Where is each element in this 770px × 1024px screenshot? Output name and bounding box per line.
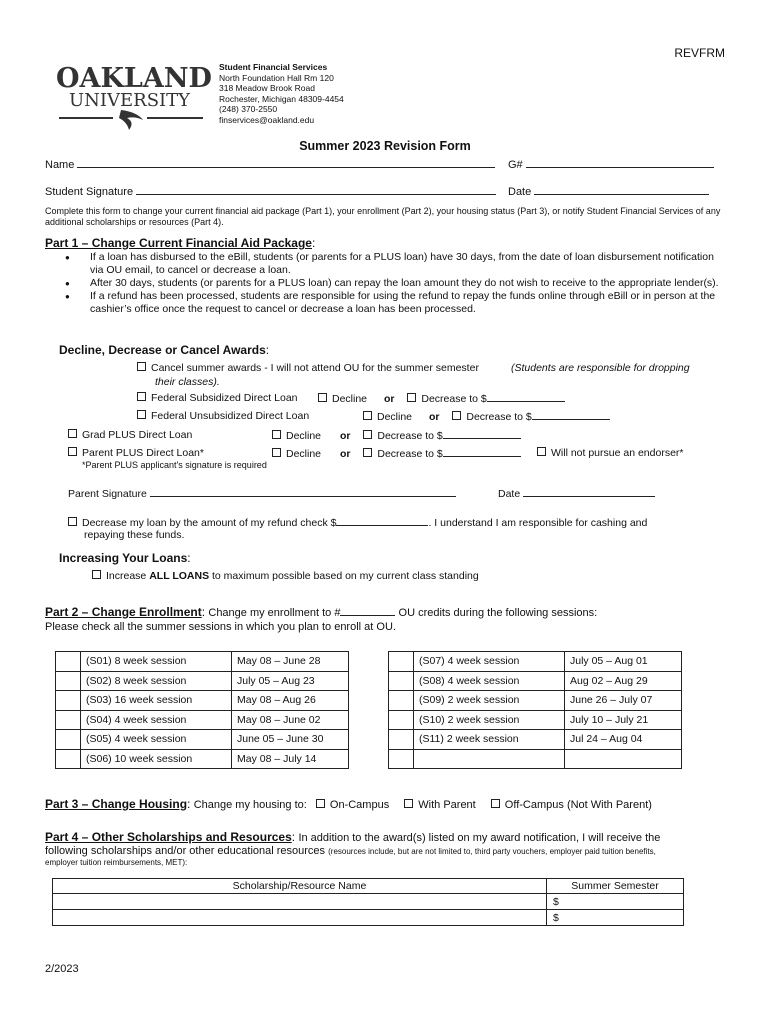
office-address-line1: North Foundation Hall Rm 120 xyxy=(219,72,334,83)
session-checkbox-cell[interactable] xyxy=(389,671,414,691)
decrease-label: Decrease to $ xyxy=(377,448,443,460)
decline-label: Decline xyxy=(286,430,322,442)
refund-label: Decrease my loan by the amount of my refund check $ xyxy=(82,517,337,529)
grad-plus-decline-checkbox[interactable] xyxy=(272,430,281,439)
subsidized-options xyxy=(318,392,565,405)
session-dates: May 08 – June 28 xyxy=(232,652,349,672)
part1-bullet: ● If a refund has been processed, students are responsible for using the refund to repay the funds online through eBill or in person at the cashier’s office once the request to cancel or decrease a loan has been processed. xyxy=(65,290,725,316)
decline-heading: Decline, Decrease or Cancel Awards xyxy=(59,343,266,357)
subsidized-row xyxy=(137,392,298,404)
session-name: (S01) 8 week session xyxy=(81,652,232,672)
part1-bullet: ● After 30 days, students (or parents for a PLUS loan) can repay the loan amount they do not wish to receive to the appropriate lender(s). xyxy=(65,277,725,290)
session-checkbox-cell[interactable] xyxy=(389,691,414,711)
session-name: (S05) 4 week session xyxy=(81,730,232,750)
session-dates xyxy=(565,749,682,769)
unsubsidized-label: Federal Unsubsidized Direct Loan xyxy=(151,410,310,422)
intro-text: Complete this form to change your current financial aid package (Part 1), your enrollment (Part 2), your housing status (Part 3), or notify Student Financial Services of any additional scholarships or resources (Part 4). xyxy=(45,206,721,227)
refund-label-3: repaying these funds. xyxy=(84,529,185,541)
session-row xyxy=(389,691,682,711)
form-title: Summer 2023 Revision Form xyxy=(299,139,471,153)
session-name: (S02) 8 week session xyxy=(81,671,232,691)
part1-heading-row: Part 1 – Change Current Financial Aid Package: xyxy=(45,236,316,250)
decline-label: Decline xyxy=(332,393,368,405)
on-campus-label: On-Campus xyxy=(329,799,390,811)
session-row xyxy=(389,730,682,750)
session-dates: Aug 02 – Aug 29 xyxy=(565,671,682,691)
or-label: or xyxy=(339,448,351,460)
part3-heading: Part 3 – Change Housing xyxy=(45,797,188,811)
not-pursue-label: Will not pursue an endorser* xyxy=(551,447,684,459)
session-name: (S07) 4 week session xyxy=(414,652,565,672)
cancel-summer-checkbox[interactable] xyxy=(137,362,146,371)
part2-heading-row: Part 2 – Change Enrollment: Change my enrollment to # OU credits during the following sessions: xyxy=(45,605,598,619)
decline-label: Decline xyxy=(377,411,413,423)
logo-text-oakland: OAKLAND xyxy=(56,63,212,94)
decrease-label: Decrease to $ xyxy=(377,430,443,442)
refund-amount-field[interactable] xyxy=(336,516,428,526)
resource-name-cell[interactable] xyxy=(53,894,547,910)
session-dates: May 08 – Aug 26 xyxy=(232,691,349,711)
session-name: (S04) 4 week session xyxy=(81,710,232,730)
session-name: (S03) 16 week session xyxy=(81,691,232,711)
session-dates: May 08 – June 02 xyxy=(232,710,349,730)
session-row xyxy=(56,671,349,691)
part2-text-2: OU credits during the following sessions: xyxy=(395,607,598,619)
or-label: or xyxy=(339,430,351,442)
session-name: (S11) 2 week session xyxy=(414,730,565,750)
part4-heading: Part 4 – Other Scholarships and Resources xyxy=(45,830,292,844)
summer-semester-header: Summer Semester xyxy=(547,879,684,894)
date-field[interactable] xyxy=(534,185,709,195)
parent-plus-options xyxy=(272,447,521,460)
session-row xyxy=(56,749,349,769)
session-checkbox-cell[interactable] xyxy=(389,730,414,750)
session-name: (S09) 2 week session xyxy=(414,691,565,711)
session-row xyxy=(389,652,682,672)
decrease-label: Decrease to $ xyxy=(421,393,487,405)
part4-line2 xyxy=(45,845,656,857)
session-checkbox-cell[interactable] xyxy=(56,652,81,672)
parent-date-row xyxy=(498,487,655,500)
session-checkbox-cell[interactable] xyxy=(56,730,81,750)
oakland-university-logo xyxy=(55,60,225,132)
summer-amount-cell[interactable]: $ xyxy=(547,894,684,910)
parent-date-label: Date xyxy=(498,488,521,500)
subsidized-checkbox[interactable] xyxy=(137,392,146,401)
date-row xyxy=(508,185,709,198)
refund-label-2: . I understand I am responsible for cashing and xyxy=(428,517,648,529)
session-dates: Jul 24 – Aug 04 xyxy=(565,730,682,750)
session-row xyxy=(389,671,682,691)
parent-signature-field[interactable] xyxy=(150,487,456,497)
part4-text-2: following scholarships and/or other educational resources xyxy=(45,845,326,857)
session-checkbox-cell[interactable] xyxy=(389,710,414,730)
resource-name-header: Scholarship/Resource Name xyxy=(53,879,547,894)
credits-field[interactable] xyxy=(340,606,395,616)
session-dates: July 05 – Aug 01 xyxy=(565,652,682,672)
unsubsidized-row xyxy=(137,410,309,422)
subsidized-label: Federal Subsidized Direct Loan xyxy=(151,392,298,404)
gnum-label: G# xyxy=(508,159,523,171)
subsidized-decrease-checkbox[interactable] xyxy=(407,393,416,402)
part2-heading: Part 2 – Change Enrollment xyxy=(45,605,202,619)
refund-checkbox[interactable] xyxy=(68,517,77,526)
session-name xyxy=(414,749,565,769)
summer-amount-cell[interactable]: $ xyxy=(547,910,684,926)
sessions-table-left xyxy=(55,651,349,769)
grad-plus-amount-field[interactable] xyxy=(443,429,521,439)
unsubsidized-decrease-checkbox[interactable] xyxy=(452,411,461,420)
grad-plus-options xyxy=(272,429,521,442)
parent-plus-row xyxy=(68,447,204,459)
cancel-summer-row xyxy=(137,362,479,374)
office-phone: (248) 370-2550 xyxy=(219,104,278,114)
decrease-label: Decrease to $ xyxy=(466,411,532,423)
part1-bullets xyxy=(65,251,725,316)
resource-name-cell[interactable] xyxy=(53,910,547,926)
subsidized-decline-checkbox[interactable] xyxy=(318,393,327,402)
parent-plus-decline-checkbox[interactable] xyxy=(272,448,281,457)
office-address xyxy=(219,62,344,125)
decline-heading-row: Decline, Decrease or Cancel Awards: xyxy=(59,343,270,357)
unsubsidized-amount-field[interactable] xyxy=(532,410,610,420)
session-name: (S10) 2 week session xyxy=(414,710,565,730)
student-signature-field[interactable] xyxy=(136,185,496,195)
gnum-row xyxy=(508,158,714,171)
cancel-summer-label: Cancel summer awards - I will not attend OU for the summer semester xyxy=(151,362,479,374)
parent-plus-note: *Parent PLUS applicant's signature is required xyxy=(82,460,267,470)
office-name: Student Financial Services xyxy=(219,62,328,72)
name-label: Name xyxy=(45,159,75,171)
refund-row xyxy=(68,516,647,529)
with-parent-label: With Parent xyxy=(418,799,476,811)
student-signature-row xyxy=(45,185,496,198)
name-row xyxy=(45,158,495,171)
resources-table xyxy=(52,878,684,926)
session-row xyxy=(56,730,349,750)
increasing-heading-row: Increasing Your Loans: xyxy=(59,551,191,565)
session-name: (S08) 4 week session xyxy=(414,671,565,691)
cancel-note-line1: (Students are responsible for dropping xyxy=(511,362,690,374)
part4-row: Part 4 – Other Scholarships and Resources: In addition to the award(s) listed on my award notification, I will receive the xyxy=(45,830,661,844)
part4-small-2: employer tuition reimbursements, MET): xyxy=(45,858,188,867)
form-code: REVFRM xyxy=(674,46,725,60)
not-pursue-row xyxy=(537,447,684,459)
or-label: or xyxy=(428,411,440,423)
session-checkbox-cell[interactable] xyxy=(56,691,81,711)
footer-date: 2/2023 xyxy=(45,963,79,975)
logo-text-university: UNIVERSITY xyxy=(69,90,191,111)
part1-heading: Part 1 – Change Current Financial Aid Package xyxy=(45,236,312,250)
session-dates: June 26 – July 07 xyxy=(565,691,682,711)
unsubsidized-options xyxy=(363,410,610,423)
session-row xyxy=(56,691,349,711)
off-campus-label: Off-Campus (Not With Parent) xyxy=(504,799,652,811)
not-pursue-checkbox[interactable] xyxy=(537,447,546,456)
unsubsidized-decline-checkbox[interactable] xyxy=(363,411,372,420)
session-name: (S06) 10 week session xyxy=(81,749,232,769)
session-checkbox-cell[interactable] xyxy=(56,710,81,730)
session-row xyxy=(56,710,349,730)
session-checkbox-cell[interactable] xyxy=(389,749,414,769)
gnum-field[interactable] xyxy=(526,158,714,168)
part2-instruction: Please check all the summer sessions in which you plan to enroll at OU. xyxy=(45,621,396,633)
name-field[interactable] xyxy=(77,158,495,168)
sessions-table-right xyxy=(388,651,682,769)
session-checkbox-cell[interactable] xyxy=(389,652,414,672)
session-dates: May 08 – July 14 xyxy=(232,749,349,769)
session-dates: July 10 – July 21 xyxy=(565,710,682,730)
grad-plus-row xyxy=(68,429,192,441)
date-label: Date xyxy=(508,186,532,198)
subsidized-amount-field[interactable] xyxy=(487,392,565,402)
with-parent-checkbox[interactable] xyxy=(404,799,413,808)
student-signature-label: Student Signature xyxy=(45,186,134,198)
parent-plus-checkbox[interactable] xyxy=(68,447,77,456)
part1-bullet: ● If a loan has disbursed to the eBill, students (or parents for a PLUS loan) have 30 days, from the date of loan disbursement notification via OU email, to cancel or decrease a loan. xyxy=(65,251,725,277)
grad-plus-decrease-checkbox[interactable] xyxy=(363,430,372,439)
grad-plus-checkbox[interactable] xyxy=(68,429,77,438)
parent-plus-label: Parent PLUS Direct Loan* xyxy=(82,447,204,459)
increase-row: Increase ALL LOANS to maximum possible based on my current class standing xyxy=(92,570,479,582)
part3-text: Change my housing to: xyxy=(193,799,307,811)
session-dates: July 05 – Aug 23 xyxy=(232,671,349,691)
session-checkbox-cell[interactable] xyxy=(56,671,81,691)
part2-text: Change my enrollment to # xyxy=(208,607,341,619)
parent-plus-amount-field[interactable] xyxy=(443,447,521,457)
increase-checkbox[interactable] xyxy=(92,570,101,579)
part3-row: Part 3 – Change Housing: Change my housing to: On-Campus With Parent Off-Campus (Not With Parent) xyxy=(45,797,652,811)
office-address-line2: 318 Meadow Brook Road xyxy=(219,83,315,93)
logo-emblem-icon xyxy=(119,110,143,130)
session-row xyxy=(389,710,682,730)
or-label: or xyxy=(383,393,395,405)
office-email: finservices@oakland.edu xyxy=(219,114,315,125)
cancel-note-line2: their classes). xyxy=(155,376,220,388)
decline-label: Decline xyxy=(286,448,322,460)
parent-signature-row xyxy=(68,487,456,500)
part4-small: (resources include, but are not limited to, third party vouchers, employer paid tuition benefits, xyxy=(328,847,656,856)
session-checkbox-cell[interactable] xyxy=(56,749,81,769)
session-row xyxy=(389,749,682,769)
parent-date-field[interactable] xyxy=(523,487,655,497)
unsubsidized-checkbox[interactable] xyxy=(137,410,146,419)
session-row xyxy=(56,652,349,672)
parent-plus-decrease-checkbox[interactable] xyxy=(363,448,372,457)
office-address-line3: Rochester, Michigan 48309-4454 xyxy=(219,93,344,104)
increasing-heading: Increasing Your Loans xyxy=(59,551,188,565)
parent-signature-label: Parent Signature xyxy=(68,488,147,500)
grad-plus-label: Grad PLUS Direct Loan xyxy=(82,429,193,441)
part4-text: In addition to the award(s) listed on my award notification, I will receive the xyxy=(298,832,661,844)
session-dates: June 05 – June 30 xyxy=(232,730,349,750)
on-campus-checkbox[interactable] xyxy=(316,799,325,808)
off-campus-checkbox[interactable] xyxy=(491,799,500,808)
